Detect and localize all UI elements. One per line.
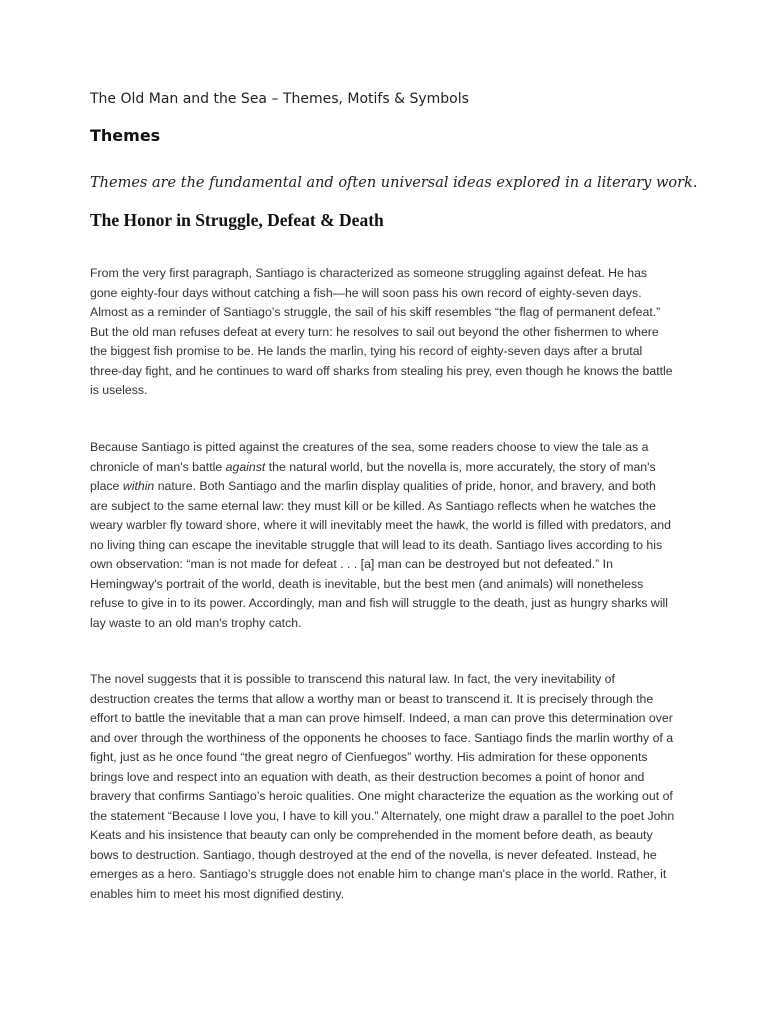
paragraph-nature-text-1: Because Santiago is pitted against the creatures of the sea, some readers choose to view the tale as a chronicle of man's battle [90,440,649,474]
paragraph-transcend: The novel suggests that it is possible to transcend this natural law. In fact, the very inevitability of destruction creates the terms that allow a worthy man or beast to transcend it. It is precisely through the effort to battle the inevitable that a man can prove himself. Indeed, a man can prove this determination over and over through the worthiness of the opponents he chooses to face. Santiago finds the marlin worthy of a fight, just as he once found “the great negro of Cienfuegos” worthy. His admiration for these opponents brings love and respect into an equation with death, as their destruction becomes a point of honor and bravery that confirms Santiago’s heroic qualities. One might characterize the equation as the working out of the statement “Because I love you, I have to kill you.” Alternately, one might draw a parallel to the poet John Keats and his insistence that beauty can only be comprehended in the moment before death, as beauty bows to destruction. Santiago, though destroyed at the end of the novella, is never defeated. Instead, he emerges as a hero. Santiago’s struggle does not enable him to change man's place in the world. Rather, it enables him to meet his most dignified destiny. [90,672,675,901]
theme-subheading: The Honor in Struggle, Defeat & Death [90,210,384,230]
themes-intro: Themes are the fundamental and often universal ideas explored in a literary work. [90,175,698,191]
paragraph-nature-text-2: the natural world, but the novella is, more accurately, the story of man's place [90,459,656,493]
paragraph-nature [90,438,675,633]
emphasis-within: within [122,479,155,493]
paragraph-defeat: From the very first paragraph, Santiago is characterized as someone struggling against defeat. He has gone eighty-four days without catching a fish—he will soon pass his own record of eighty-seven days. Almost as a reminder of Santiago’s struggle, the sail of his skiff resembles “the flag of permanent defeat.” But the old man refuses defeat at every turn: he resolves to sail out beyond the other fishermen to where the biggest fish promise to be. He lands the marlin, tying his record of eighty-seven days after a brutal three-day fight, and he continues to ward off sharks from stealing his prey, even though he knows the battle is useless. [90,266,673,397]
document-title: The Old Man and the Sea – Themes, Motifs & Symbols [90,91,469,107]
paragraph-nature-text-3: nature. Both Santiago and the marlin display qualities of pride, honor, and bravery, and both are subject to the same eternal law: they must kill or be killed. As Santiago reflects when he watches the weary warbler fly toward shore, where it will inevitably meet the hawk, the world is filled with predators, and no living thing can escape the inevitable struggle that will lead to its death. Santiago lives according to his own observation: “man is not made for defeat . . . [a] man can be destroyed but not defeated.” In Hemingway's portrait of the world, death is inevitable, but the best men (and animals) will nonetheless refuse to give in to its power. Accordingly, man and fish will struggle to the death, just as hungry sharks will lay waste to an old man's trophy catch. [90,479,671,630]
section-heading-themes: Themes [90,126,161,145]
emphasis-against: against [225,459,266,474]
